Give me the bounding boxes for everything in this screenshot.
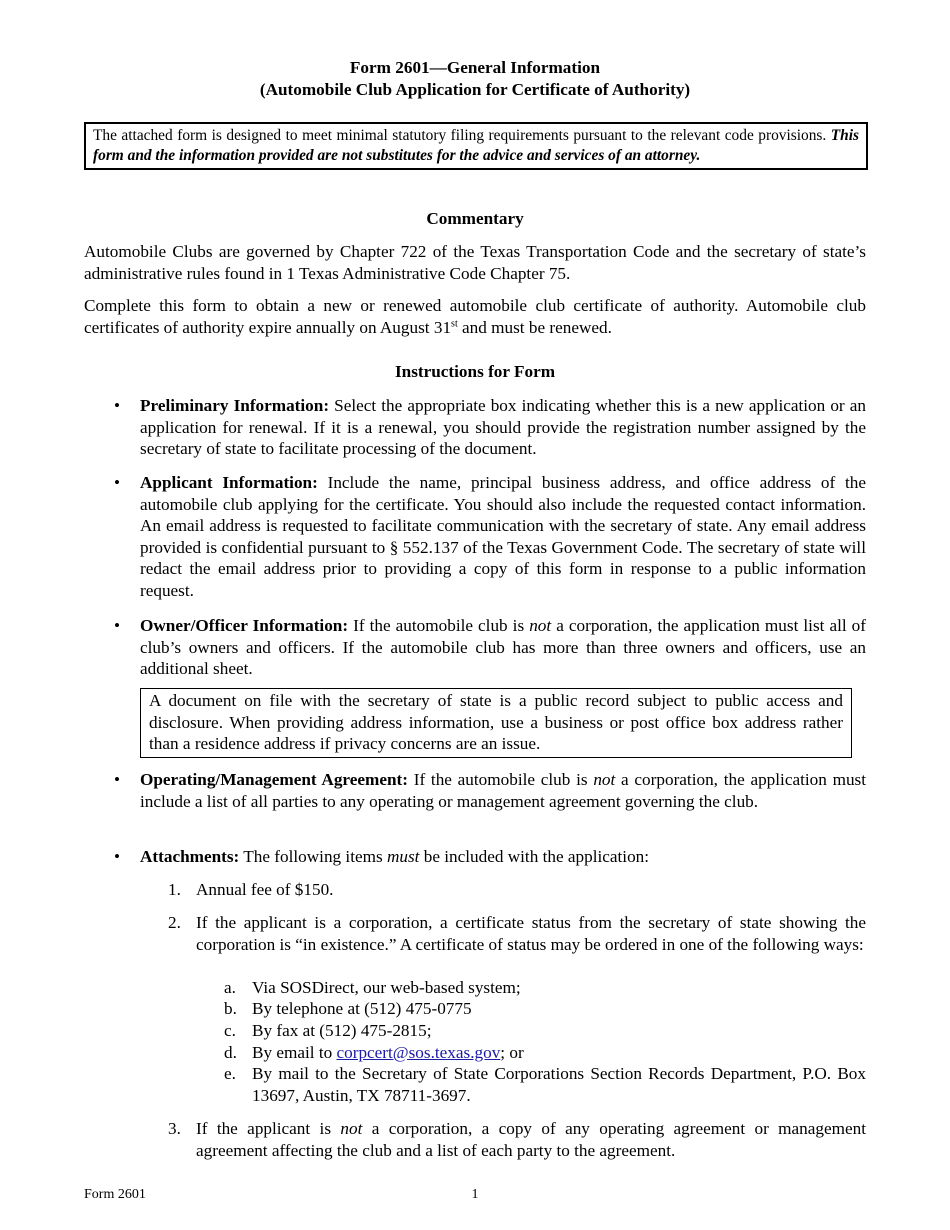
para2-text-a: Complete this form to obtain a new or renewed automobile club certificate of authority. Automobile club certificates of authority expire annually on August 31 xyxy=(84,296,866,337)
commentary-heading: Commentary xyxy=(426,209,524,228)
attachment-item-2 xyxy=(168,912,866,955)
form-title: Form 2601—General Information xyxy=(349,58,601,77)
operating-label: Operating/Management Agreement: xyxy=(140,770,408,789)
item-number: 3. xyxy=(168,1119,181,1138)
para2-superscript: st xyxy=(451,317,458,329)
item-text-b: a corporation, a copy of any operating agreement or management agreement affecting the club and a list of each party to the agreement. xyxy=(196,1119,866,1160)
disclaimer-notice-box xyxy=(84,122,868,170)
option-letter: a. xyxy=(224,978,236,997)
option-letter: d. xyxy=(224,1043,237,1062)
footer-form-label: Form 2601 xyxy=(84,1187,146,1202)
attachments-label: Attachments: xyxy=(140,847,240,866)
commentary-paragraph-2 xyxy=(84,295,866,338)
item-text-a: If the applicant is xyxy=(196,1119,341,1138)
owner-label: Owner/Officer Information: xyxy=(140,616,349,635)
footer-page-number: 1 xyxy=(471,1187,479,1202)
option-text-b: ; or xyxy=(500,1043,524,1062)
attachments-text-b: be included with the application: xyxy=(419,847,650,866)
para2-text-b: and must be renewed. xyxy=(457,317,612,337)
status-order-option-a xyxy=(224,977,866,999)
instructions-heading: Instructions for Form xyxy=(394,362,556,381)
item-text: If the applicant is a corporation, a certificate status from the secretary of state showing the corporation is “in existence.” A certificate of status may be ordered in one of the following ways: xyxy=(196,913,866,954)
bullet-applicant-information xyxy=(114,472,866,602)
status-order-option-e xyxy=(224,1063,866,1106)
status-order-option-c xyxy=(224,1020,866,1042)
option-text: By telephone at (512) 475-0775 xyxy=(252,999,472,1018)
owner-text-a: If the automobile club is xyxy=(348,616,530,635)
public-record-notice-box: A document on file with the secretary of state is a public record subject to public access and disclosure. When providing address information, use a business or post office box address rather than a residence address if privacy concerns are an issue. xyxy=(140,688,852,758)
attachments-text-a: The following items xyxy=(239,847,387,866)
email-link[interactable]: corpcert@sos.texas.gov xyxy=(336,1043,501,1062)
option-text: By mail to the Secretary of State Corporations Section Records Department, P.O. Box 13697, Austin, TX 78711-3697. xyxy=(252,1064,866,1105)
form-subtitle: (Automobile Club Application for Certificate of Authority) xyxy=(259,80,691,99)
bullet-owner-officer-information xyxy=(114,615,867,680)
attachments-italic: must xyxy=(386,847,420,866)
item-text: Annual fee of $150. xyxy=(196,880,334,899)
applicant-text: Include the name, principal business address, and office address of the automobile club applying for the certificate. You should also include the requested contact information. An email address is requested to facilitate communication with the secretary of state. Any email address provided is confidential pursuant to § 552.137 of the Texas Government Code. The secretary of state will redact the email address prior to providing a copy of this form in response to a public information request. xyxy=(140,473,866,600)
option-text: By fax at (512) 475-2815; xyxy=(252,1021,432,1040)
option-text: Via SOSDirect, our web-based system; xyxy=(252,978,521,997)
operating-italic: not xyxy=(593,770,616,789)
status-order-option-d xyxy=(224,1042,866,1064)
option-letter: e. xyxy=(224,1064,236,1083)
bullet-dot: • xyxy=(114,473,121,492)
item-number: 1. xyxy=(168,880,181,899)
commentary-paragraph-1: Automobile Clubs are governed by Chapter 722 of the Texas Transportation Code and the secretary of state’s administrative rules found in 1 Texas Administrative Code Chapter 75. xyxy=(84,242,866,283)
preliminary-text: Select the appropriate box indicating whether this is a new application or an application for renewal. If it is a renewal, you should provide the registration number assigned by the secretary of state to facilitate processing of the document. xyxy=(140,396,866,459)
item-italic: not xyxy=(340,1119,363,1138)
item-number: 2. xyxy=(168,913,181,932)
option-letter: c. xyxy=(224,1021,236,1040)
preliminary-label: Preliminary Information: xyxy=(140,396,330,415)
status-order-option-b xyxy=(224,998,866,1020)
bullet-dot: • xyxy=(114,396,121,415)
option-text-a: By email to xyxy=(252,1043,337,1062)
owner-italic: not xyxy=(529,616,552,635)
bullet-dot: • xyxy=(114,770,121,789)
owner-text-b: a corporation, the application must list all of club’s owners and officers. If the automobile club has more than three owners and officers, use an additional sheet. xyxy=(140,616,867,679)
operating-text-a: If the automobile club is xyxy=(407,770,594,789)
option-letter: b. xyxy=(224,999,237,1018)
bullet-attachments xyxy=(114,846,866,868)
bullet-preliminary-information xyxy=(114,395,866,460)
bullet-dot: • xyxy=(114,847,121,866)
applicant-label: Applicant Information: xyxy=(140,473,318,492)
attachment-item-3 xyxy=(168,1118,866,1161)
bullet-dot: • xyxy=(114,616,121,635)
operating-text-b: a corporation, the application must include a list of all parties to any operating or management agreement governing the club. xyxy=(140,770,867,811)
notice-bold-italic: This form and the information provided are not substitutes for the advice and services of an attorney. xyxy=(93,127,859,164)
notice-text: The attached form is designed to meet minimal statutory filing requirements pursuant to the relevant code provisions. xyxy=(93,127,831,144)
bullet-operating-management-agreement xyxy=(114,769,867,812)
attachment-item-1 xyxy=(168,879,866,901)
